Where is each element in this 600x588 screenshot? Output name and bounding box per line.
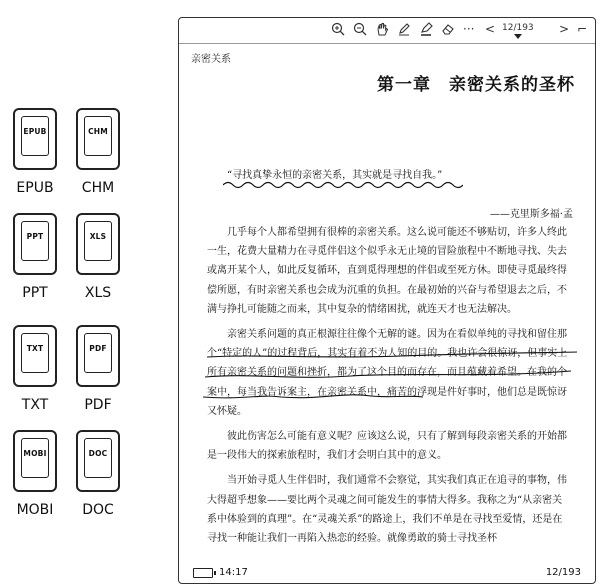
- format-xls: [68, 213, 128, 301]
- format-tag: EPUB: [23, 127, 47, 136]
- format-tag: XLS: [89, 232, 107, 241]
- reader-footer: [179, 563, 595, 583]
- paragraph: 当开始寻觅人生伴侣时，我们通常不会察觉，其实我们真正在追寻的事物，伟大得超乎想象——要比两个灵魂之间可能发生的事情大得多。我称之为“从亲密关系中体验到的真理”。在“灵魂关系”的路途上，我们不单是在寻找至爱情，还是在寻找一种能让我们一再陷入热恋的经验。就像勇敢的骑士寻找圣杯: [207, 475, 567, 545]
- format-label: PDF: [84, 397, 112, 413]
- prev-page-icon[interactable]: <: [485, 22, 496, 36]
- format-label: MOBI: [16, 502, 54, 518]
- format-tag: CHM: [88, 127, 108, 136]
- more-icon[interactable]: ···: [463, 22, 475, 36]
- paragraph: 亲密关系问题的真正根源往往像个无解的谜。因为在看似单纯的寻找和留住那个“特定的人”的过程背后，其实有着不为人知的目的。我也许会很惊讶，但事实上所有亲密关系的问题和挫折，都为了这个目的而存在，而且蕴藏着希望。在我的个案中，每当我告诉案主，在亲密关系中，痛苦的浮现是件好事时，他们总是既惊讶又怀疑。: [207, 329, 568, 417]
- document-icon: [13, 430, 57, 492]
- format-list: [0, 0, 175, 588]
- zoom-out-icon[interactable]: [353, 22, 367, 36]
- next-page-icon[interactable]: >: [559, 22, 570, 36]
- format-tag: MOBI: [23, 449, 47, 458]
- document-icon: [13, 108, 57, 170]
- format-tag: TXT: [26, 344, 44, 353]
- wavy-underline-annotation: [223, 180, 463, 190]
- zoom-in-icon[interactable]: [331, 22, 345, 36]
- document-icon: [13, 325, 57, 387]
- clock-time: 14:17: [219, 567, 248, 578]
- format-label: CHM: [81, 180, 115, 196]
- format-tag: PPT: [26, 232, 44, 241]
- epigraph-quote: “寻找真挚永恒的亲密关系，其实就是寻找自我。”: [227, 170, 443, 181]
- epigraph-author: ——克里斯多福·孟: [489, 209, 573, 220]
- format-tag: DOC: [88, 449, 108, 458]
- footer-page-number: 12/193: [545, 567, 581, 578]
- document-icon: [13, 213, 57, 275]
- chapter-title: 第一章 亲密关系的圣杯: [377, 75, 575, 95]
- format-chm: [68, 108, 128, 196]
- format-label: EPUB: [16, 180, 54, 196]
- document-icon: [76, 325, 120, 387]
- eraser-icon[interactable]: [441, 22, 455, 36]
- format-txt: [5, 325, 65, 413]
- format-epub: [5, 108, 65, 196]
- format-pdf: [68, 325, 128, 413]
- format-mobi: [0, 430, 70, 518]
- paragraph: 几乎每个人都希望拥有很棒的亲密关系。这么说可能还不够贴切，许多人终此一生，花费大量精力在寻觅伴侣这个似乎永无止境的冒险旅程中不断地寻找、失去或离开某个人，如此反复循环，直到觅得理想的伴侣或至死方休。即使寻觅最终得偿所愿，有时亲密关系也会成为沉重的负担。在最初始的兴奋与希望退去之后，不满与挣扎可能随之而来，其中复杂的情绪困扰，就连天才也无法解决。: [207, 227, 567, 315]
- highlighter-icon[interactable]: [419, 22, 433, 36]
- page-indicator[interactable]: [502, 23, 534, 39]
- document-icon: [76, 108, 120, 170]
- battery-icon: [193, 568, 213, 578]
- page-number: 12/193: [502, 23, 534, 33]
- format-tag: PDF: [89, 344, 107, 353]
- format-doc: [68, 430, 128, 518]
- caret-down-icon: [514, 34, 522, 39]
- format-label: DOC: [82, 502, 114, 518]
- book-title: 亲密关系: [191, 54, 231, 65]
- document-icon: [76, 430, 120, 492]
- handwritten-underline-annotation: [201, 340, 581, 410]
- reader-toolbar: [179, 18, 595, 44]
- collapse-icon[interactable]: ⌐: [577, 22, 588, 36]
- format-label: PPT: [22, 285, 48, 301]
- hand-icon[interactable]: [375, 22, 389, 36]
- format-label: TXT: [21, 397, 49, 413]
- document-icon: [76, 213, 120, 275]
- format-ppt: [5, 213, 65, 301]
- reader-screen: [178, 17, 596, 584]
- pen-icon[interactable]: [397, 22, 411, 36]
- paragraph: 彼此伤害怎么可能有意义呢？应该这么说，只有了解到每段亲密关系的开始都是一段伟大的探索旅程时，我们才会明白其中的意义。: [207, 431, 567, 462]
- format-label: XLS: [84, 285, 112, 301]
